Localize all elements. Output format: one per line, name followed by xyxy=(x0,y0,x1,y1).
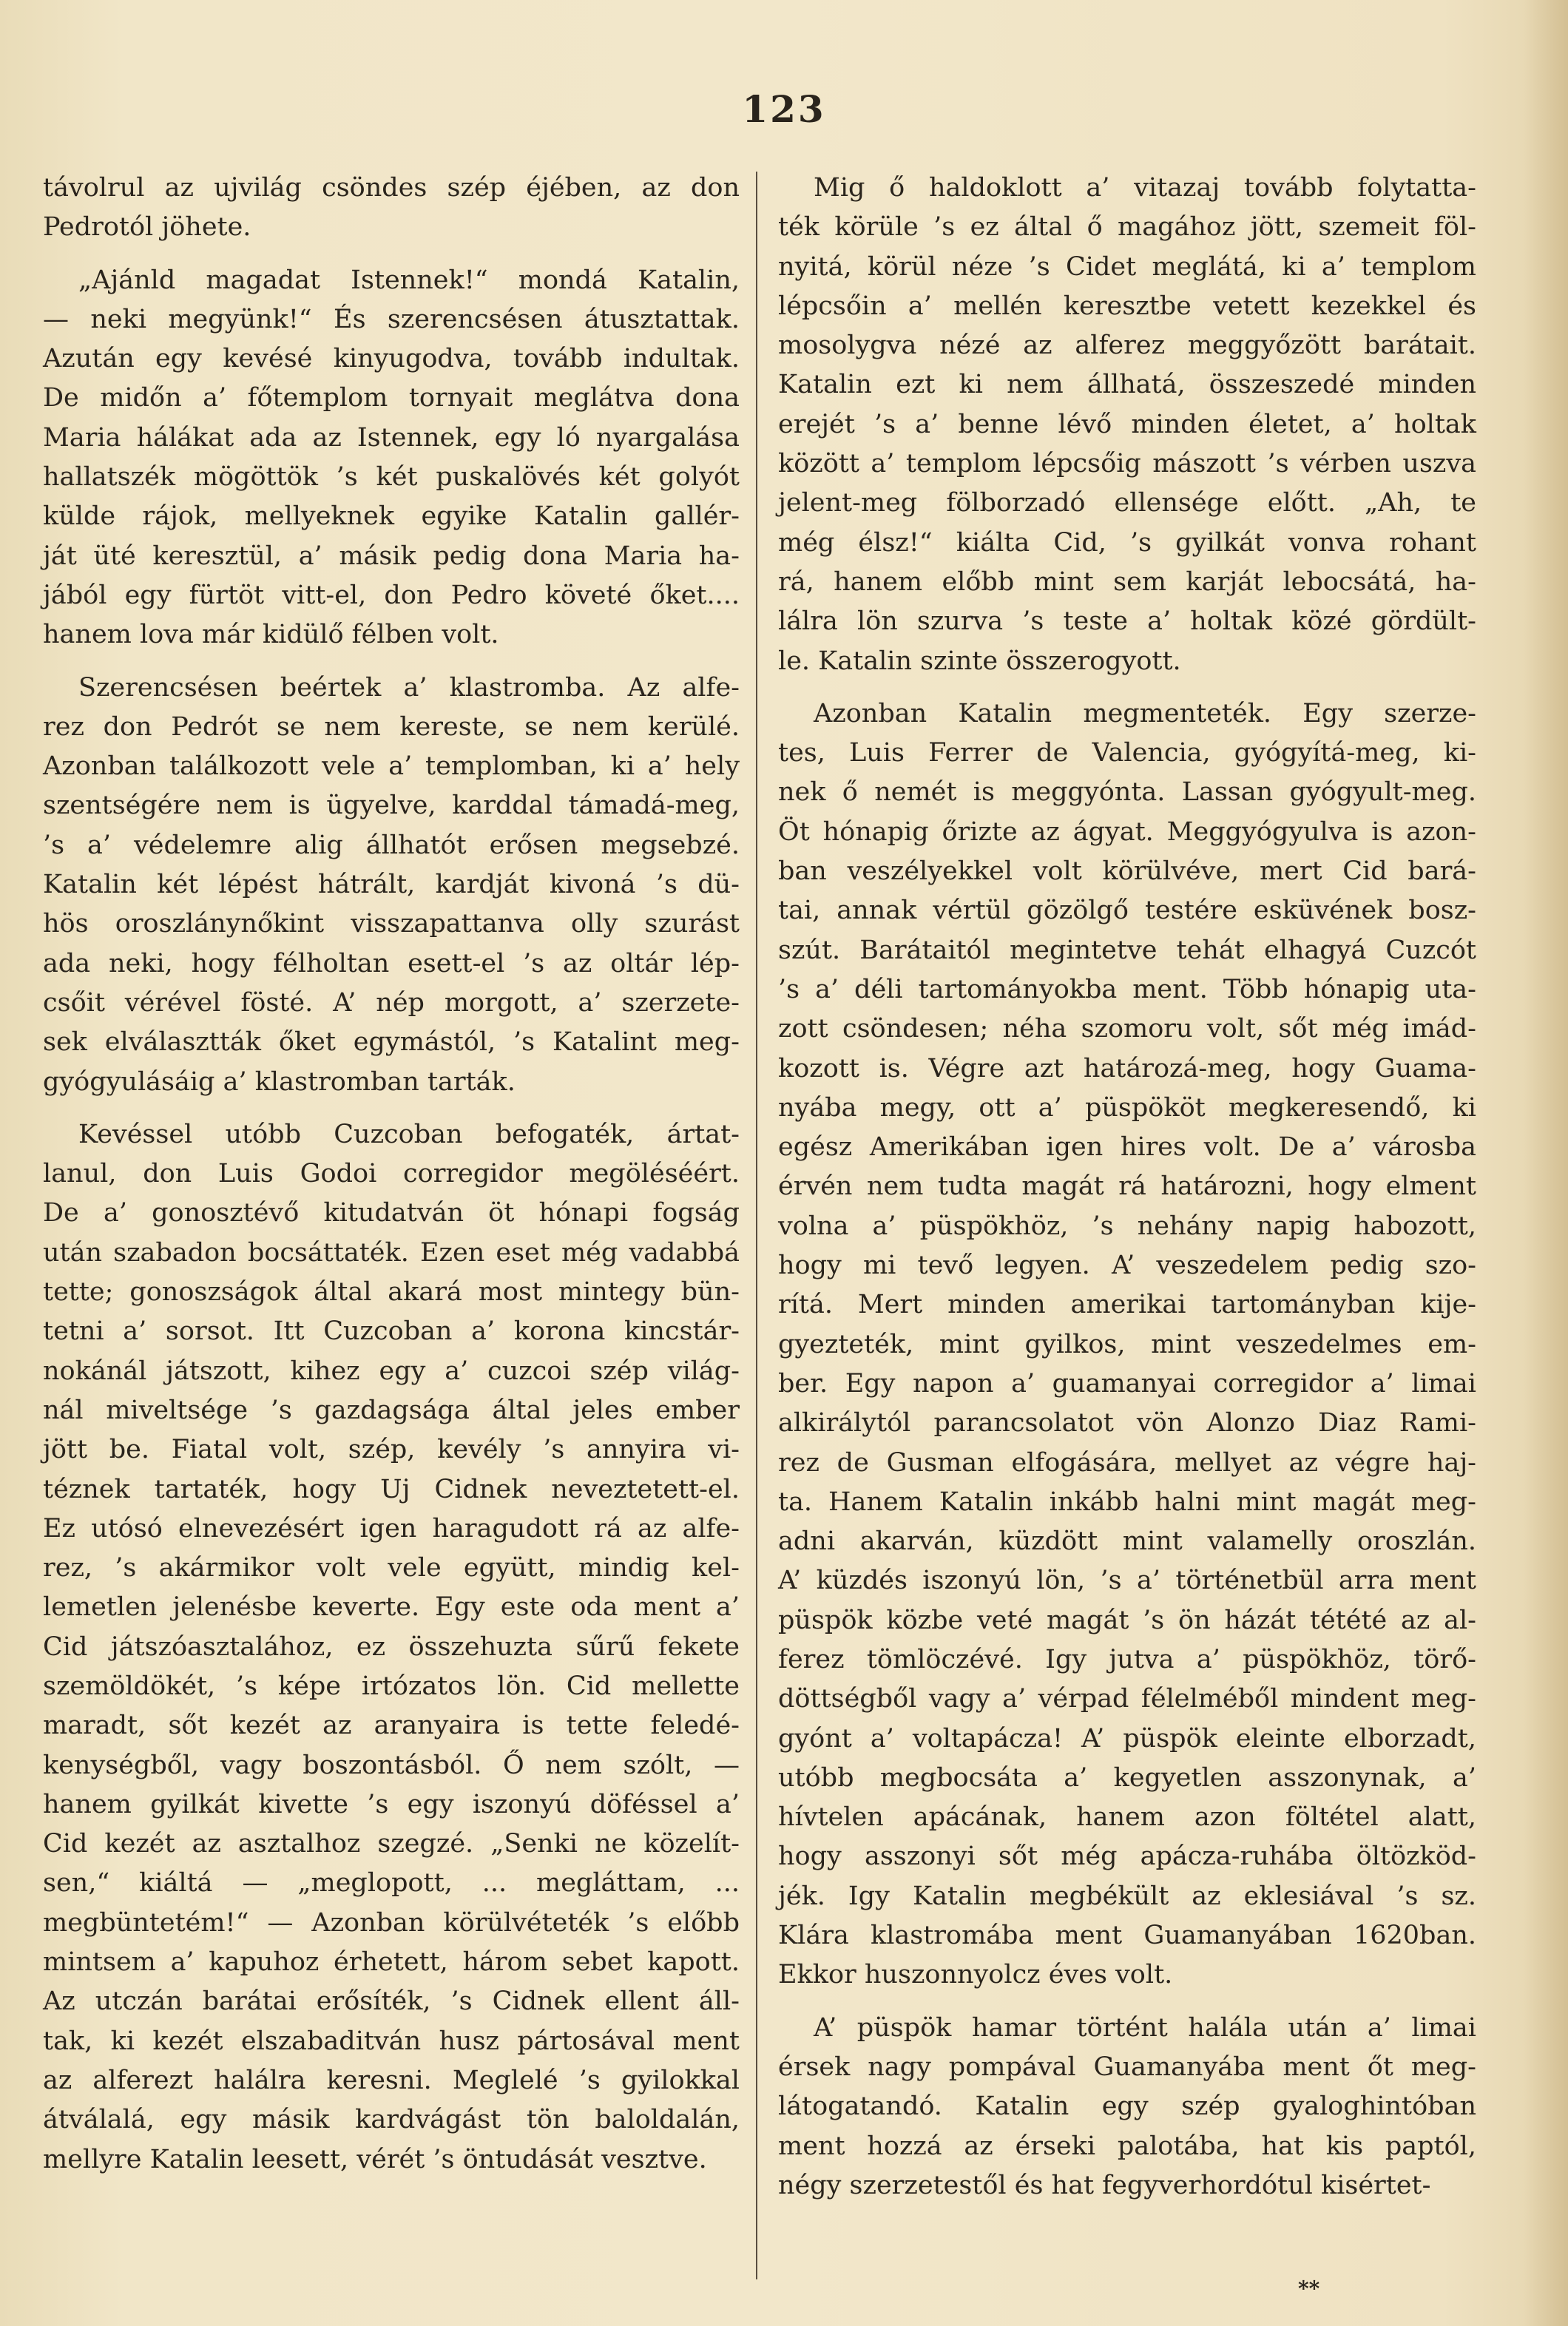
text-line: ada neki, hogy félholtan esett-el ’s az oltár lép- xyxy=(43,948,740,978)
text-line: lépcsőin a’ mellén keresztbe vetett kezekkel és xyxy=(778,291,1476,321)
right-text-column xyxy=(778,169,1476,2205)
text-line: gyónt a’ voltapácza! A’ püspök eleinte elborzadt, xyxy=(778,1723,1476,1754)
text-line: Az utczán barátai erősíték, ’s Cidnek ellent áll- xyxy=(43,1987,740,2017)
text-line: Klára klastromába ment Guamanyában 1620ban. xyxy=(778,1921,1476,1951)
text-line: tes, Luis Ferrer de Valencia, gyógyítá-meg, ki- xyxy=(778,738,1476,768)
text-line: tai, annak vértül gözölgő testére esküvének bosz- xyxy=(778,896,1476,926)
text-line: hogy mi tevő legyen. A’ veszedelem pedig szo- xyxy=(778,1251,1476,1281)
text-line: sen,“ kiáltá — „meglopott, ... megláttam, ... xyxy=(43,1868,740,1899)
text-line: le. Katalin szinte összerogyott. xyxy=(778,646,1181,676)
text-line: jelent-meg fölborzadó ellensége előtt. „Ah, te xyxy=(778,488,1476,518)
text-line: maradt, sőt kezét az aranyaira is tette feledé- xyxy=(43,1711,740,1741)
text-line: távolrul az ujvilág csöndes szép éjében, az don xyxy=(43,173,740,203)
page-edge-shadow xyxy=(1524,0,1568,2326)
text-line: Azonban Katalin megmenteték. Egy szerze- xyxy=(814,698,1476,728)
text-line: kozott is. Végre azt határozá-meg, hogy Guama- xyxy=(778,1053,1476,1083)
text-line: egész Amerikában igen hires volt. De a’ városba xyxy=(778,1132,1476,1163)
text-line: Azonban találkozott vele a’ templomban, ki a’ hely xyxy=(43,751,740,782)
text-line: sek elválasztták őket egymástól, ’s Katalint meg- xyxy=(43,1027,740,1058)
text-line: zott csöndesen; néha szomoru volt, sőt még imád- xyxy=(778,1014,1476,1044)
text-line: szemöldökét, ’s képe irtózatos lön. Cid mellette xyxy=(43,1671,740,1701)
text-line: döttségből vagy a’ vérpad félelméből mindent meg- xyxy=(778,1684,1476,1714)
text-line: kenységből, vagy boszontásból. Ő nem szólt, — xyxy=(43,1750,740,1780)
text-line: De a’ gonosztévő kitudatván öt hónapi fogság xyxy=(43,1198,740,1228)
text-line: Szerencsésen beértek a’ klastromba. Az alfe- xyxy=(78,672,740,703)
text-line: gyógyulásáig a’ klastromban tarták. xyxy=(43,1066,516,1097)
text-line: hogy asszonyi sőt még apácza-ruhába öltözköd- xyxy=(778,1842,1476,1872)
text-line: még élsz!“ kiálta Cid, ’s gyilkát vonva rohant xyxy=(778,527,1476,558)
text-line: tette; gonoszságok által akará most mintegy bün- xyxy=(43,1277,740,1308)
text-line: hanem gyilkát kivette ’s egy iszonyú döféssel a’ xyxy=(43,1789,740,1819)
text-line: átválalá, egy másik kardvágást tön baloldalán, xyxy=(43,2105,740,2135)
text-line: hanem lova már kidülő félben volt. xyxy=(43,620,499,650)
text-line: A’ küzdés iszonyú lön, ’s a’ történetbül arra ment xyxy=(778,1566,1476,1596)
text-line: gyezteték, mint gyilkos, mint veszedelmes em- xyxy=(778,1329,1476,1359)
text-line: Cid játszóasztalához, ez összehuzta sűrű fekete xyxy=(43,1632,740,1662)
text-line: külde rájok, mellyeknek egyike Katalin gallér- xyxy=(43,501,740,532)
text-line: Ez utósó elnevezésért igen haragudott rá az alfe- xyxy=(43,1513,740,1544)
text-line: tetni a’ sorsot. Itt Cuzcoban a’ korona kincstár- xyxy=(43,1316,740,1347)
text-line: téznek tartaték, hogy Uj Cidnek neveztetett-el. xyxy=(43,1474,740,1504)
text-line: püspök közbe veté magát ’s ön házát tétété az al- xyxy=(778,1605,1476,1635)
text-line: rítá. Mert minden amerikai tartományban kije- xyxy=(778,1290,1476,1320)
text-line: Azután egy kevésé kinyugodva, tovább indultak. xyxy=(43,344,740,374)
text-line: Ekkor huszonnyolcz éves volt. xyxy=(778,1960,1173,1990)
text-line: négy szerzetestől és hat fegyverhordótul kisértet- xyxy=(778,2170,1431,2200)
text-line: Mig ő haldoklott a’ vitazaj tovább folytatta- xyxy=(814,173,1476,203)
text-line: lanul, don Luis Godoi corregidor megöléséért. xyxy=(43,1159,740,1189)
text-line: ték körüle ’s ez által ő magához jött, szemeit föl- xyxy=(778,212,1476,243)
text-line: megbüntetém!“ — Azonban körülvéteték ’s előbb xyxy=(43,1907,740,1938)
text-line: lemetlen jelenésbe keverte. Egy este oda ment a’ xyxy=(43,1592,740,1623)
text-line: nál miveltsége ’s gazdagsága által jeles ember xyxy=(43,1395,740,1425)
text-line: tak, ki kezét elszabaditván husz pártosával ment xyxy=(43,2026,740,2056)
text-line: Maria hálákat ada az Istennek, egy ló nyargalása xyxy=(43,422,740,453)
text-line: az alferezt halálra keresni. Meglelé ’s gyilokkal xyxy=(43,2065,740,2095)
text-line: adni akarván, küzdött mint valamelly oroszlán. xyxy=(778,1527,1476,1557)
text-line: ’s a’ déli tartományokba ment. Több hónapig uta- xyxy=(778,974,1476,1004)
text-line: Katalin két lépést hátrált, kardját kivoná ’s dü- xyxy=(43,870,740,900)
text-line: csőit vérével fösté. A’ nép morgott, a’ szerzete- xyxy=(43,987,740,1018)
text-line: jék. Igy Katalin megbékült az eklesiával ’s sz. xyxy=(778,1881,1476,1911)
text-line: hös oroszlánynőkint visszapattanva olly szurást xyxy=(43,909,740,939)
text-line: volna a’ püspökhöz, ’s nehány napig habozott, xyxy=(778,1211,1476,1241)
text-line: között a’ templom lépcsőig mászott ’s vérben uszva xyxy=(778,449,1476,479)
text-line: De midőn a’ főtemplom tornyait meglátva dona xyxy=(43,383,740,413)
text-line: ta. Hanem Katalin inkább halni mint magát meg- xyxy=(778,1487,1476,1517)
text-line: ban veszélyekkel volt körülvéve, mert Cid bará- xyxy=(778,856,1476,887)
text-line: Kevéssel utóbb Cuzcoban befogaték, ártat- xyxy=(78,1119,740,1149)
text-line: utóbb megbocsáta a’ kegyetlen asszonynak, a’ xyxy=(778,1762,1476,1793)
column-divider xyxy=(756,172,757,2279)
text-line: ’s a’ védelemre alig állhatót erősen megsebzé. xyxy=(43,830,740,860)
text-line: ber. Egy napon a’ guamanyai corregidor a’ limai xyxy=(778,1368,1476,1399)
text-line: szút. Barátaitól megintetve tehát elhagyá Cuzcót xyxy=(778,935,1476,965)
text-line: látogatandó. Katalin egy szép gyaloghintóban xyxy=(778,2092,1476,2122)
text-line: „Ajánld magadat Istennek!“ mondá Katalin, xyxy=(78,265,740,295)
text-line: jött be. Fiatal volt, szép, kevély ’s annyira vi- xyxy=(43,1435,740,1465)
page-number: 123 xyxy=(742,87,826,131)
text-line: rez de Gusman elfogására, mellyet az végre haj- xyxy=(778,1447,1476,1478)
left-text-column xyxy=(43,169,740,2180)
text-line: — neki megyünk!“ És szerencsésen átusztattak. xyxy=(43,304,740,334)
text-line: nokánál játszott, kihez egy a’ cuzcoi szép világ- xyxy=(43,1356,740,1386)
text-line: szentségére nem is ügyelve, karddal támadá-meg, xyxy=(43,791,740,821)
text-line: mintsem a’ kapuhoz érhetett, három sebet kapott. xyxy=(43,1947,740,1978)
text-line: jából egy fürtöt vitt-el, don Pedro követé őket.... xyxy=(43,580,740,610)
text-line: érsek nagy pompával Guamanyába ment őt meg- xyxy=(778,2052,1476,2082)
text-line: érvén nem tudta magát rá határozni, hogy elment xyxy=(778,1172,1476,1202)
text-line: hívtelen apácának, hanem azon föltétel alatt, xyxy=(778,1802,1476,1833)
text-line: rá, hanem előbb mint sem karját lebocsátá, ha- xyxy=(778,567,1476,597)
text-line: nyába megy, ott a’ püspököt megkeresendő, ki xyxy=(778,1092,1476,1123)
text-line: erejét ’s a’ benne lévő minden életet, a’ holtak xyxy=(778,409,1476,439)
text-line: mosolygva nézé az alferez meggyőzött barátait. xyxy=(778,331,1476,361)
text-line: hallatszék mögöttök ’s két puskalövés két golyót xyxy=(43,462,740,493)
text-line: Cid kezét az asztalhoz szegzé. „Senki ne közelít- xyxy=(43,1829,740,1859)
text-line: ferez tömlöczévé. Igy jutva a’ püspökhöz, törő- xyxy=(778,1644,1476,1674)
text-line: rez don Pedrót se nem kereste, se nem kerülé. xyxy=(43,711,740,742)
text-line: ját üté keresztül, a’ másik pedig dona Maria ha- xyxy=(43,541,740,571)
text-line: rez, ’s akármikor volt vele együtt, mindig kel- xyxy=(43,1553,740,1583)
text-line: mellyre Katalin leesett, vérét ’s öntudását vesztve. xyxy=(43,2144,707,2174)
text-line: alkirálytól parancsolatot vön Alonzo Diaz Rami- xyxy=(778,1408,1476,1438)
text-line: után szabadon bocsáttaték. Ezen eset még vadabbá xyxy=(43,1237,740,1268)
text-line: lálra lön szurva ’s teste a’ holtak közé gördült- xyxy=(778,606,1476,637)
text-line: Öt hónapig őrizte az ágyat. Meggyógyulva is azon- xyxy=(778,817,1476,847)
text-line: nek ő nemét is meggyónta. Lassan gyógyult-meg. xyxy=(778,777,1476,808)
text-line: A’ püspök hamar történt halála után a’ limai xyxy=(814,2012,1476,2043)
text-line: ment hozzá az érseki palotába, hat kis paptól, xyxy=(778,2131,1476,2161)
text-line: nyitá, körül néze ’s Cidet meglátá, ki a’ templom xyxy=(778,251,1476,282)
text-line: Pedrotól jöhete. xyxy=(43,212,251,243)
signature-mark: ** xyxy=(1298,2276,1320,2301)
text-line: Katalin ezt ki nem állhatá, összeszedé minden xyxy=(778,370,1476,400)
